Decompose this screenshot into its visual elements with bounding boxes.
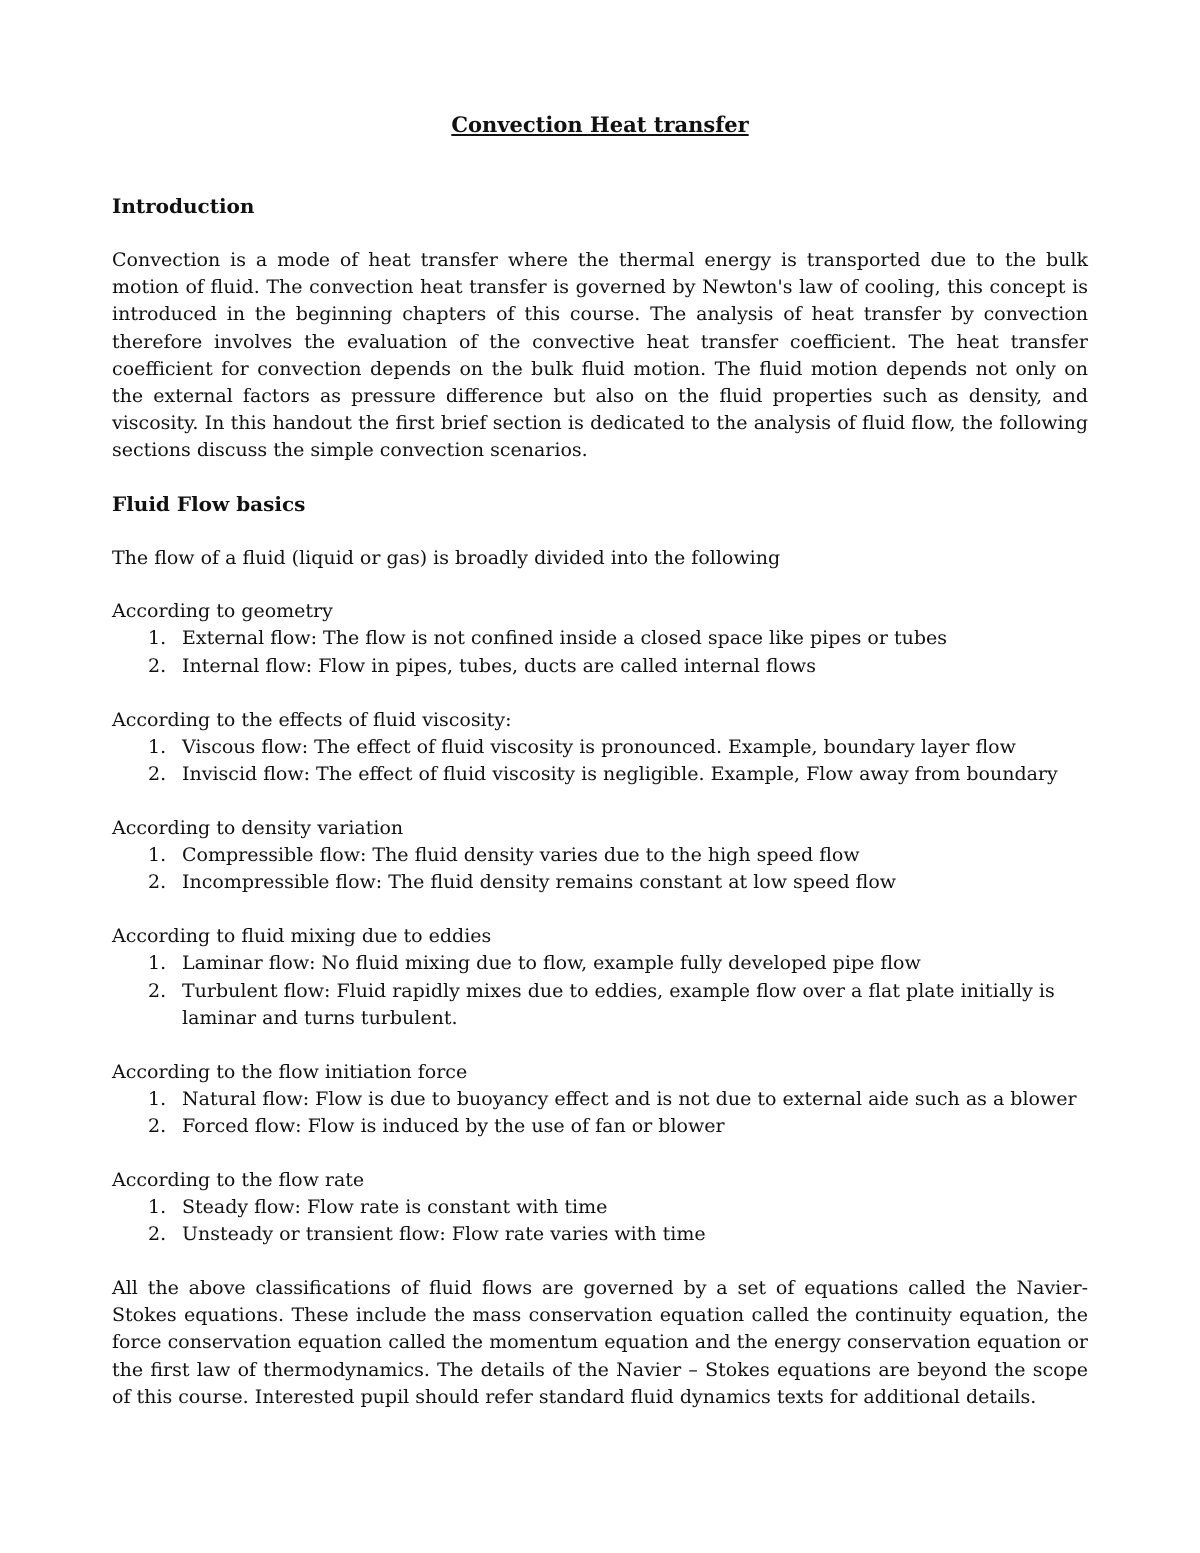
- list-text: Unsteady or transient flow: Flow rate varies with time: [182, 1223, 706, 1245]
- list-number: 2.: [148, 871, 167, 893]
- fluid-flow-heading: Fluid Flow basics: [112, 492, 306, 516]
- list-number: 1.: [148, 1196, 167, 1218]
- fluid-flow-lead: The flow of a fluid (liquid or gas) is broadly divided into the following: [112, 547, 781, 569]
- list-number: 1.: [148, 952, 167, 974]
- page-title: Convection Heat transfer: [451, 112, 749, 137]
- list-text: Forced flow: Flow is induced by the use of fan or blower: [182, 1115, 725, 1137]
- group-label-density: According to density variation: [112, 817, 404, 839]
- list-text: Incompressible flow: The fluid density remains constant at low speed flow: [182, 871, 897, 893]
- intro-paragraph: Convection is a mode of heat transfer where the thermal energy is transported due to the bulk motion of fluid. The convection heat transfer is governed by Newton's law of cooling, this concept is introduced in the beginning chapters of this course. The analysis of heat transfer by convection therefore involves the evaluation of the convective heat transfer coefficient. The heat transfer coefficient for convection depends on the bulk fluid motion. The fluid motion depends not only on the external factors as pressure difference but also on the fluid properties such as density, and viscosity. In this handout the first brief section is dedicated to the analysis of fluid flow, the following sections discuss the simple convection scenarios.: [112, 249, 1088, 462]
- list-text: Compressible flow: The fluid density varies due to the high speed flow: [182, 844, 860, 866]
- list-number: 1.: [148, 1088, 167, 1110]
- list-text: Steady flow: Flow rate is constant with time: [182, 1196, 608, 1218]
- list-number: 2.: [148, 763, 167, 785]
- list-text: Viscous flow: The effect of fluid viscosity is pronounced. Example, boundary layer flow: [182, 736, 1016, 758]
- list-number: 2.: [148, 655, 167, 677]
- closing-paragraph: All the above classifications of fluid flows are governed by a set of equations called the Navier-Stokes equations. These include the mass conservation equation called the continuity equation, the force conservation equation called the momentum equation and the energy conservation equation or the first law of thermodynamics. The details of the Navier – Stokes equations are beyond the scope of this course. Interested pupil should refer standard fluid dynamics texts for additional details.: [112, 1277, 1088, 1408]
- list-text: External flow: The flow is not confined inside a closed space like pipes or tubes: [182, 627, 947, 649]
- list-number: 2.: [148, 1115, 167, 1137]
- group-label-initiation-force: According to the flow initiation force: [112, 1061, 468, 1083]
- list-number: 2.: [148, 1223, 167, 1245]
- list-text: Inviscid flow: The effect of fluid viscosity is negligible. Example, Flow away from boundary: [182, 763, 1058, 785]
- list-number: 1.: [148, 844, 167, 866]
- group-label-flow-rate: According to the flow rate: [112, 1169, 365, 1191]
- list-text: Laminar flow: No fluid mixing due to flow, example fully developed pipe flow: [182, 952, 921, 974]
- list-text: Internal flow: Flow in pipes, tubes, ducts are called internal flows: [182, 655, 816, 677]
- group-label-mixing: According to fluid mixing due to eddies: [112, 925, 492, 947]
- list-text: Turbulent flow: Fluid rapidly mixes due to eddies, example flow over a flat plate initially is laminar and turns turbulent.: [182, 980, 1055, 1029]
- group-label-viscosity: According to the effects of fluid viscosity:: [112, 709, 512, 731]
- list-number: 1.: [148, 736, 167, 758]
- list-number: 1.: [148, 627, 167, 649]
- list-text: Natural flow: Flow is due to buoyancy effect and is not due to external aide such as a blower: [182, 1088, 1077, 1110]
- group-label-geometry: According to geometry: [112, 600, 333, 622]
- list-number: 2.: [148, 980, 167, 1002]
- intro-heading: Introduction: [112, 194, 255, 218]
